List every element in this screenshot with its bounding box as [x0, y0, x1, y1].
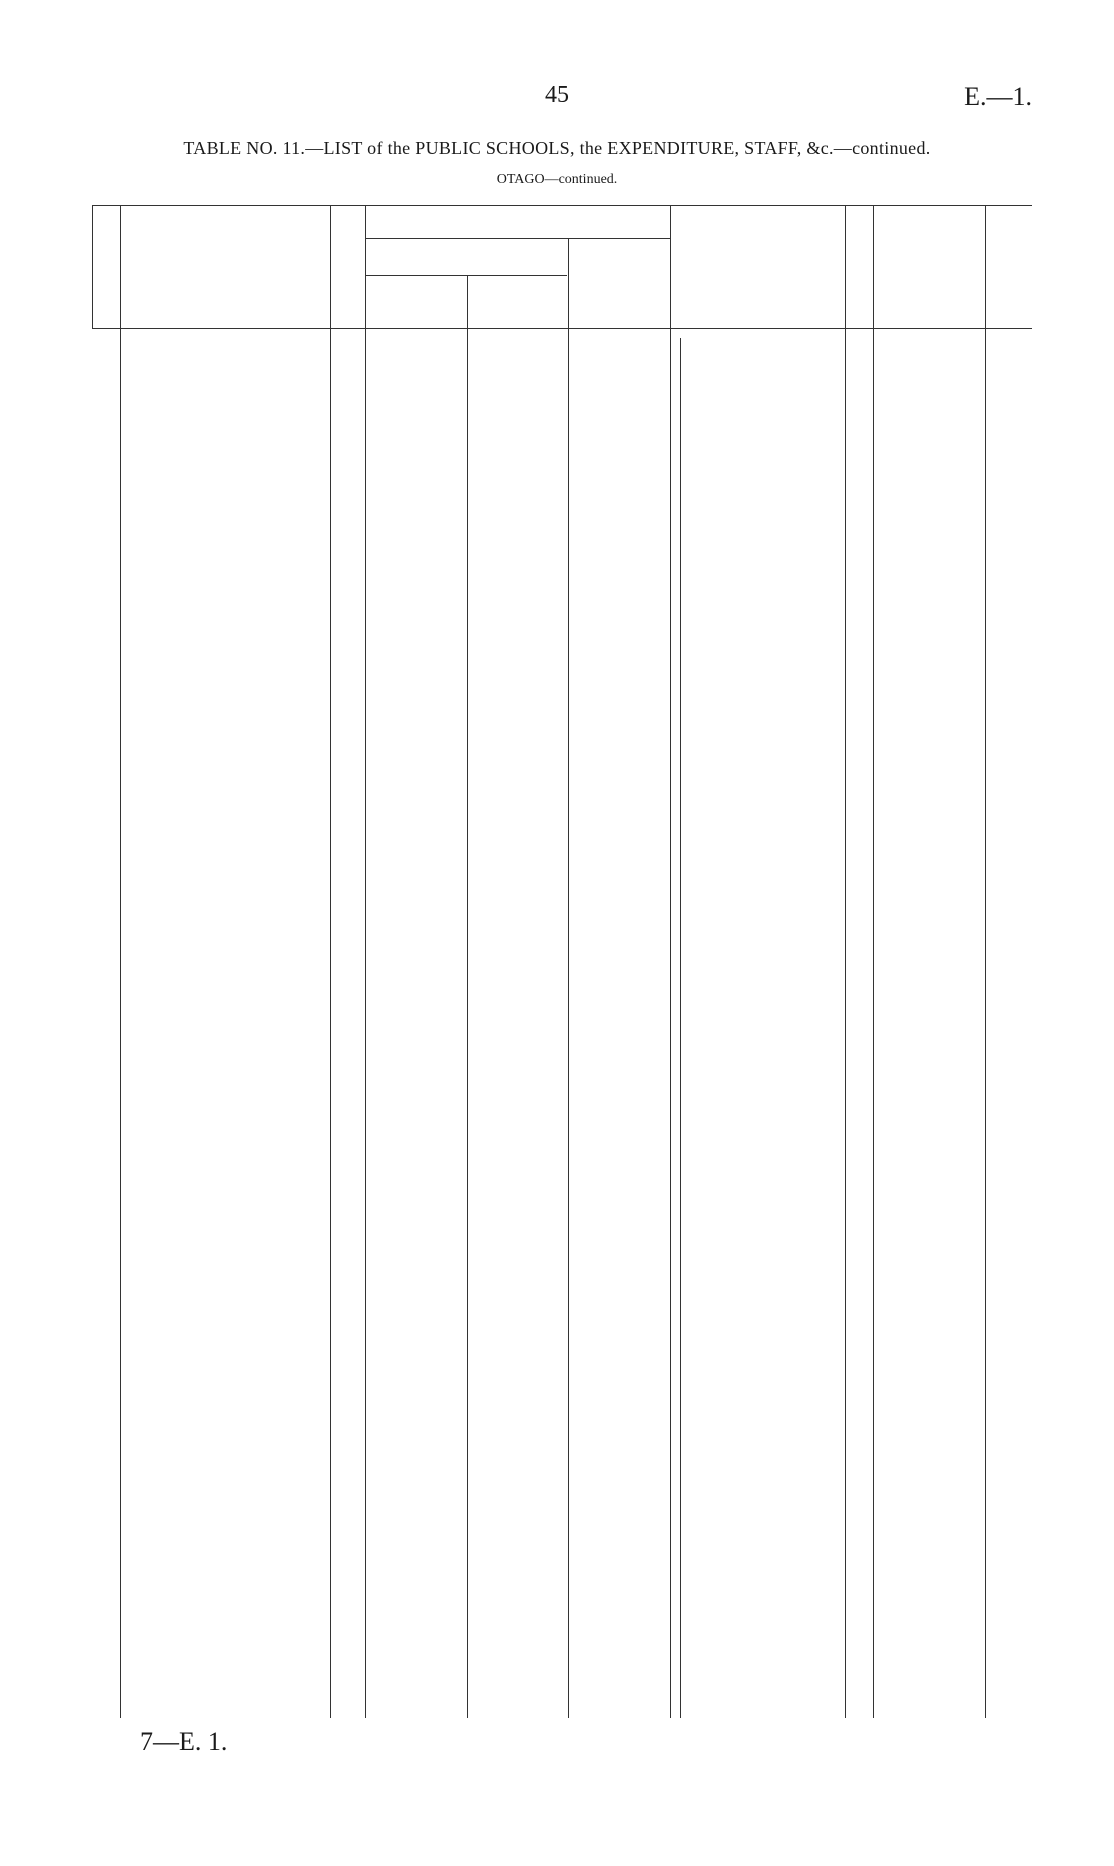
column-rule	[120, 205, 121, 1718]
column-rule	[330, 205, 331, 1718]
column-rule	[568, 238, 569, 1718]
column-rule	[365, 205, 366, 1718]
page-number: 45	[545, 82, 569, 108]
column-rule	[873, 205, 874, 1718]
expenditure-rule	[365, 238, 670, 239]
column-rule	[467, 275, 468, 1718]
table-top-rule	[92, 205, 1032, 206]
footer-signature: 7—E. 1.	[140, 1727, 228, 1756]
maintenance-rule	[365, 275, 567, 276]
column-rule	[92, 205, 93, 328]
column-rule	[680, 338, 681, 1718]
column-rule	[845, 205, 846, 1718]
document-reference: E.—1.	[964, 82, 1032, 111]
table-title: TABLE NO. 11.—LIST of the PUBLIC SCHOOLS, the EXPENDITURE, STAFF, &c.—continued.	[183, 138, 931, 158]
header-bottom-rule	[92, 328, 1032, 329]
column-rule	[670, 205, 671, 1718]
table-subtitle: OTAGO—continued.	[496, 172, 618, 187]
column-rule	[985, 205, 986, 1718]
